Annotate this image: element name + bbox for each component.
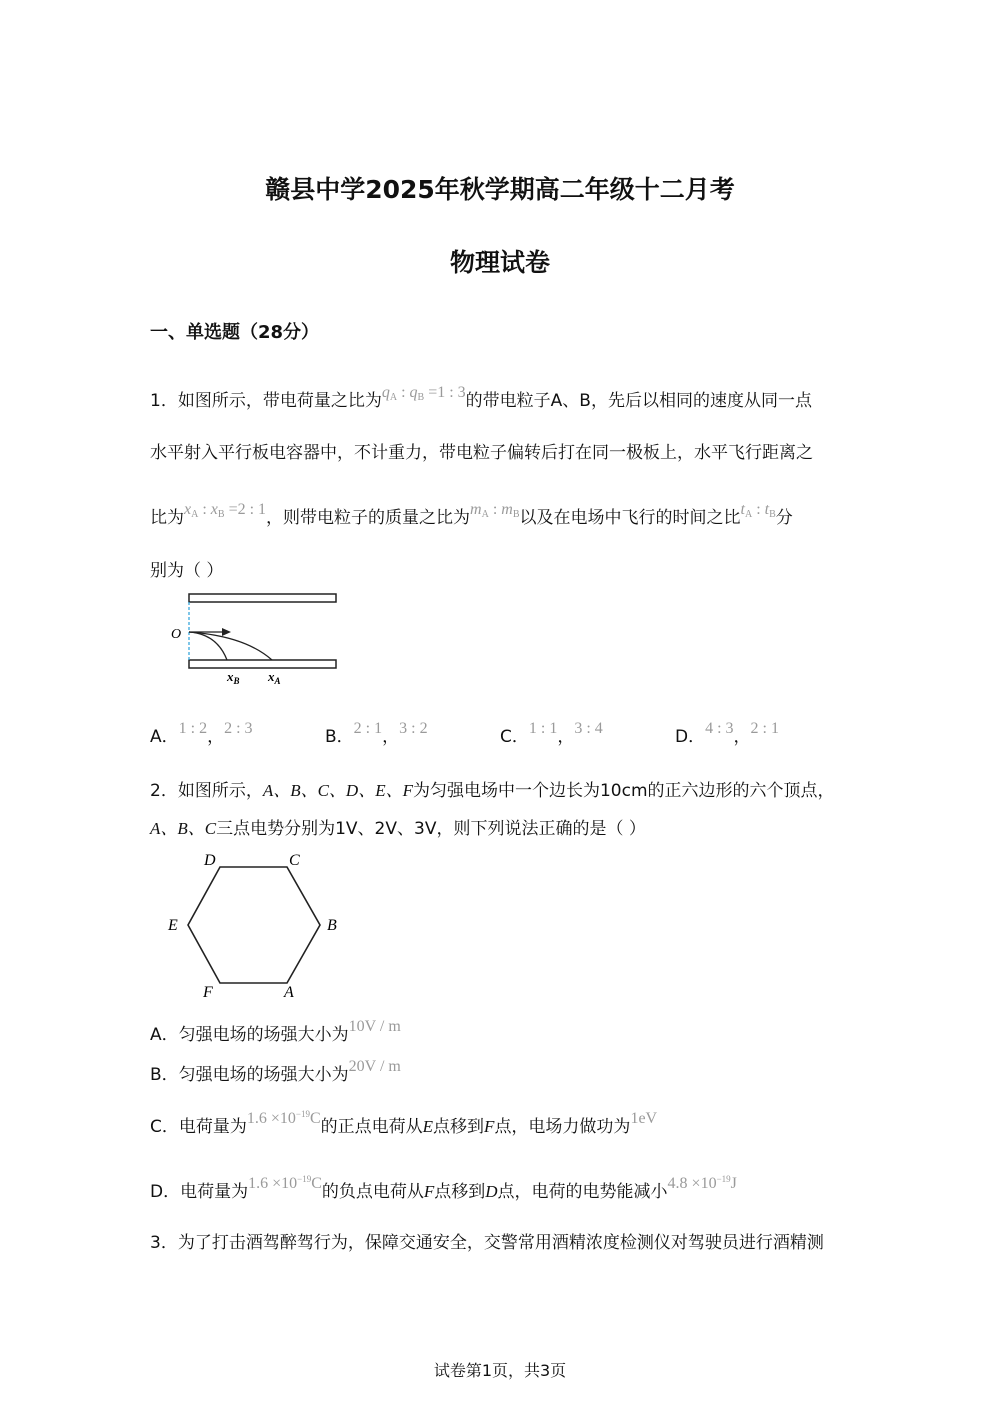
q1-text: 1．如图所示，带电荷量之比为 xyxy=(150,391,382,411)
q2-option-a[interactable]: A．匀强电场的场强大小为10V / m xyxy=(150,1018,401,1045)
q1-charge-ratio: $q_A$ : $q_B =1$ : 3 xyxy=(381,384,466,403)
vertex-b: B xyxy=(327,917,337,934)
q2-hexagon-figure xyxy=(160,845,350,1005)
label-xa: $x_A$ xyxy=(268,669,281,686)
label-o: O xyxy=(171,627,182,642)
vertex-d: D xyxy=(204,852,216,869)
q1-option-b[interactable]: B．2 : 1，3 : 2 xyxy=(325,720,428,747)
q1-distance-ratio: $x_A$ : $x_B =2$ : 1 xyxy=(184,501,267,520)
q2-option-b[interactable]: B．匀强电场的场强大小为20V / m xyxy=(150,1058,401,1085)
q1-line2: 水平射入平行板电容器中，不计重力，带电粒子偏转后打在同一极板上，水平飞行距离之 xyxy=(150,443,813,463)
lower-plate xyxy=(189,660,336,668)
label-xb: $x_B$ xyxy=(227,669,240,686)
q1-option-c[interactable]: C．1 : 1，3 : 4 xyxy=(500,720,603,747)
vertex-f: F xyxy=(203,984,213,1001)
q1-line4: 别为（ ） xyxy=(150,561,224,581)
q2-line2: A、B、C三点电势分别为1V、2V、3V，则下列说法正确的是（ ） xyxy=(150,819,646,839)
vertex-a: A xyxy=(284,984,294,1001)
q3-line1: 3．为了打击酒驾醉驾行为，保障交通安全，交警常用酒精浓度检测仪对驾驶员进行酒精测 xyxy=(150,1233,824,1253)
upper-plate xyxy=(189,594,336,602)
exam-subtitle: 物理试卷 xyxy=(449,248,550,277)
q1-capacitor-figure xyxy=(165,588,345,688)
q2-option-d[interactable]: D．电荷量为$1.6 \times 10^{-19}C$的负点电荷从F点移到D点，电荷的电势能减小$4.8 \times 10^{-19}J$ xyxy=(150,1174,737,1202)
vertex-c: C xyxy=(289,852,300,869)
q1-line3: 比为$x_A$ : $x_B =2$ : 1，则带电粒子的质量之比为$m_A$ : $m_B$以及在电场中飞行的时间之比$t_A$ : $t_B$分 xyxy=(150,501,793,528)
q2-option-c[interactable]: C．电荷量为$1.6 \times 10^{-19}C$的正点电荷从E点移到F点，电场力做功为1eV xyxy=(150,1109,658,1137)
q1-option-d[interactable]: D．4 : 3，2 : 1 xyxy=(675,720,779,747)
section-heading: 一、单选题（28分） xyxy=(150,322,320,343)
page-footer: 试卷第1页，共3页 xyxy=(433,1361,567,1380)
q1-line1 xyxy=(150,386,812,412)
arrowhead-icon xyxy=(222,628,231,636)
trajectory-a xyxy=(189,632,272,660)
q2-line1: 2．如图所示，A、B、C、D、E、F为匀强电场中一个边长为10cm的正六边形的六个顶点， xyxy=(150,781,835,801)
hexagon xyxy=(188,867,320,983)
q1-time-ratio: $t_A$ : $t_B$ xyxy=(740,501,776,520)
q1-option-a[interactable]: A．1 : 2，2 : 3 xyxy=(150,720,253,747)
exam-title: 赣县中学2025年秋学期高二年级十二月考 xyxy=(265,175,735,204)
q1-mass-ratio: $m_A$ : $m_B$ xyxy=(470,501,520,520)
q1-text: 的带电粒子A、B，先后以相同的速度从同一点 xyxy=(465,391,812,411)
vertex-e: E xyxy=(168,917,178,934)
